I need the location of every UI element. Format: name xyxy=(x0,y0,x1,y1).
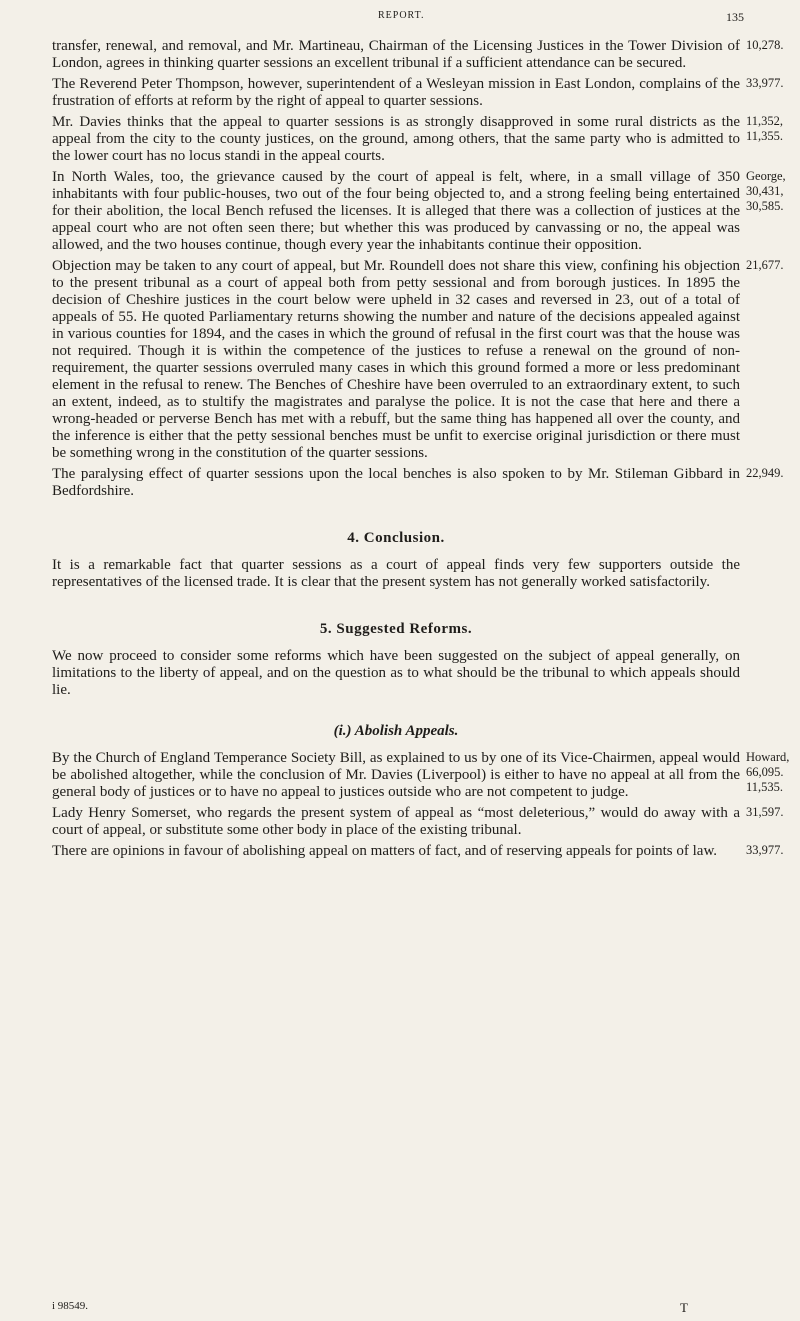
paragraph xyxy=(52,843,784,860)
paragraph-text: In North Wales, too, the grievance caused by the court of appeal is felt, where, in a small village of 350 inhabitants with four public-houses, two out of the four being objected to, and a strong feeling being entertained for their abolition, the local Bench refused the licenses. It is alleged that there was a collection of justices at the appeal court who are not often seen there; but whether this was produced by canvassing or no, the appeal was allowed, and the two houses continue, though every year the inhabitants continue their opposition. xyxy=(52,169,740,253)
printer-signature: i 98549. xyxy=(52,1300,89,1312)
paragraph-text: transfer, renewal, and removal, and Mr. Martineau, Chairman of the Licensing Justices in the Tower Division of London, agrees in thinking quarter sessions an excellent tribunal if a sufficient attendance can be secured. xyxy=(52,38,740,71)
document-body xyxy=(52,38,790,860)
page-number: 135 xyxy=(726,10,744,24)
margin-reference: 11,352, 11,355. xyxy=(746,114,784,143)
margin-reference: Howard, 66,095. 11,535. xyxy=(746,750,790,794)
margin-reference: 22,949. xyxy=(746,466,784,480)
paragraph xyxy=(52,169,786,254)
paragraph-text: The paralysing effect of quarter sessions upon the local benches is also spoken to by Mr. Stileman Gibbard in Bedfordshire. xyxy=(52,466,740,499)
subsection-heading: (i.) Abolish Appeals. xyxy=(333,723,459,739)
paragraph xyxy=(52,114,784,165)
section-heading-conclusion: 4. Conclusion. xyxy=(347,530,445,546)
paragraph xyxy=(52,557,740,591)
paragraph xyxy=(52,258,784,462)
paragraph-text: It is a remarkable fact that quarter sessions as a court of appeal finds very few supporters outside the representatives of the licensed trade. It is clear that the present system has not generally worked satisfactorily. xyxy=(52,557,740,590)
paragraph-text: Objection may be taken to any court of appeal, but Mr. Roundell does not share this view, confining his objection to the present tribunal as a court of appeal both from petty sessional and from borough justices. In 1895 the decision of Cheshire justices in the court below were upheld in 32 cases and reversed in 23, out of a total of appeals of 55. He quoted Parliamentary returns showing the number and nature of the decisions appealed against in various counties for 1894, and the cases in which the ground of refusal in the first court was that the house was not required. Though it is within the competence of the justices to refuse a renewal on the ground of non-requirement, the quarter sessions overruled many cases in which this ground formed a more or less predominant element in the refusal to renew. The Benches of Cheshire have been overruled to an extraordinary extent, to such an extent, indeed, as to stultify the magistrates and paralyse the police. It is not the case that here and there a wrong-headed or perverse Bench has met with a rebuff, but the same thing has happened all over the county, and the inference is either that the petty sessional benches must be unfit to exercise original jurisdiction or there must be something wrong in the constitution of the quarter sessions. xyxy=(52,258,740,461)
paragraph-text: We now proceed to consider some reforms which have been suggested on the subject of appeal generally, on limitations to the liberty of appeal, and on the question as to what should be the tribunal to which appeals should lie. xyxy=(52,648,740,698)
margin-reference: George, 30,431, 30,585. xyxy=(746,169,786,213)
paragraph-text: By the Church of England Temperance Society Bill, as explained to us by one of its Vice-Chairmen, appeal would be abolished altogether, while the conclusion of Mr. Davies (Liverpool) is either to have no appeal at all from the general body of justices or to have no appeal to justices outside who are not competent to judge. xyxy=(52,750,740,800)
paragraph xyxy=(52,466,784,500)
paragraph xyxy=(52,38,784,72)
paragraph xyxy=(52,76,784,110)
margin-reference: 10,278. xyxy=(746,38,784,52)
paragraph-text: Mr. Davies thinks that the appeal to quarter sessions is as strongly disapproved in some rural districts as the appeal from the city to the county justices, on the ground, among others, that the same party who is admitted to the lower court has no locus standi in the appeal courts. xyxy=(52,114,740,164)
margin-reference: 31,597. xyxy=(746,805,784,819)
paragraph xyxy=(52,805,784,839)
paragraph-text: The Reverend Peter Thompson, however, superintendent of a Wesleyan mission in East London, complains of the frustration of efforts at reform by the right of appeal to quarter sessions. xyxy=(52,76,740,109)
section-heading-reforms: 5. Suggested Reforms. xyxy=(319,621,473,637)
signature-mark: T xyxy=(680,1300,688,1315)
margin-reference: 21,677. xyxy=(746,258,784,272)
margin-reference: 33,977. xyxy=(746,76,784,90)
paragraph-text: There are opinions in favour of abolishing appeal on matters of fact, and of reserving appeals for points of law. xyxy=(52,843,718,859)
paragraph xyxy=(52,750,790,801)
margin-reference: 33,977. xyxy=(746,843,784,857)
paragraph xyxy=(52,648,740,699)
paragraph-text: Lady Henry Somerset, who regards the present system of appeal as “most deleterious,” would do away with a court of appeal, or substitute some other body in place of the existing tribunal. xyxy=(52,805,740,838)
running-title: REPORT. xyxy=(378,10,425,21)
